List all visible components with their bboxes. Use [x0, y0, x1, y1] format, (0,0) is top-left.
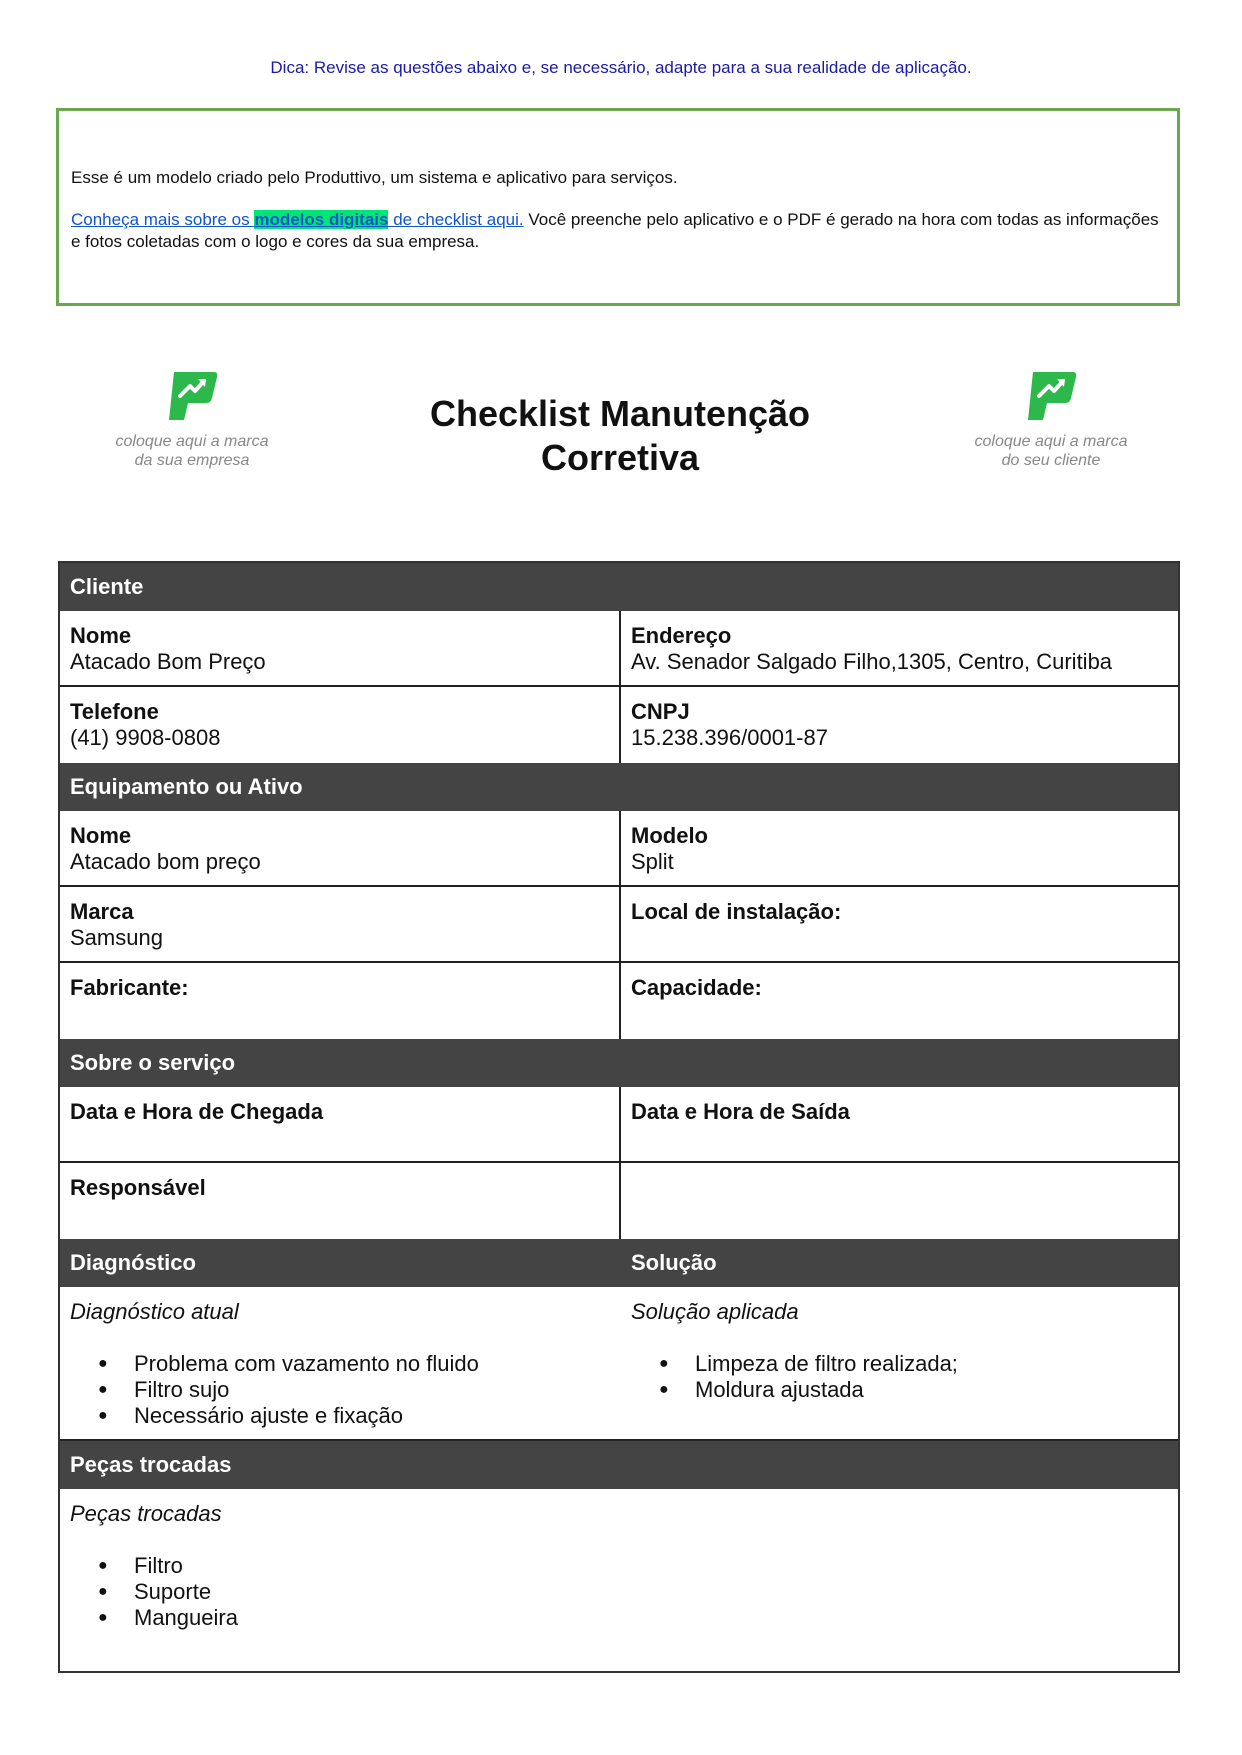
- pecas-list: [70, 1553, 1168, 1631]
- link-highlight: modelos digitais: [254, 210, 389, 229]
- field-label: Local de instalação:: [631, 899, 842, 924]
- list-item: ● Moldura ajustada: [695, 1377, 1168, 1403]
- title-line-2: Corretiva: [540, 437, 700, 478]
- section-header-pecas: Peças trocadas: [60, 1441, 1178, 1489]
- field-label: Telefone: [70, 699, 159, 724]
- field-equip-capacidade: [621, 963, 1178, 1039]
- field-label: Fabricante:: [70, 975, 189, 1000]
- field-equip-fabricante: [60, 963, 621, 1039]
- field-cliente-nome: [60, 611, 621, 687]
- field-value: Samsung: [70, 925, 163, 950]
- promo-box: [56, 108, 1180, 306]
- field-cliente-endereco: [621, 611, 1178, 687]
- client-brand-placeholder: [951, 368, 1151, 470]
- field-label: Data e Hora de Saída: [631, 1099, 850, 1124]
- section-header-servico: Sobre o serviço: [60, 1039, 1178, 1087]
- field-label: CNPJ: [631, 699, 690, 724]
- list-item: ● Necessário ajuste e fixação: [134, 1403, 611, 1429]
- field-label: Responsável: [70, 1175, 206, 1200]
- field-value: Av. Senador Salgado Filho,1305, Centro, Curitiba: [631, 649, 1113, 674]
- produttivo-logo-icon: [164, 368, 220, 424]
- brand-line-1: coloque aqui a marca: [974, 433, 1128, 450]
- field-value: 15.238.396/0001-87: [631, 725, 828, 750]
- field-value: Split: [631, 849, 674, 874]
- pecas-cell: [60, 1489, 1178, 1671]
- brand-line-1: coloque aqui a marca: [115, 433, 269, 450]
- pecas-subtitle: Peças trocadas: [70, 1501, 222, 1526]
- section-header-equipamento: Equipamento ou Ativo: [60, 763, 1178, 811]
- promo-paragraph: [71, 209, 1165, 253]
- brand-line-2: do seu cliente: [1001, 452, 1101, 469]
- list-item: ● Suporte: [134, 1579, 1168, 1605]
- field-label: Modelo: [631, 823, 708, 848]
- promo-line: Esse é um modelo criado pelo Produttivo, um sistema e aplicativo para serviços.: [71, 168, 678, 187]
- diagnostico-cell: [60, 1287, 621, 1441]
- checklist-table: [58, 561, 1180, 1673]
- field-label: Nome: [70, 823, 132, 848]
- field-cliente-telefone: [60, 687, 621, 763]
- page-title: [370, 392, 870, 480]
- field-servico-empty: [621, 1163, 1178, 1239]
- section-header-solucao: Solução: [621, 1239, 1178, 1287]
- section-header-diagnostico: Diagnóstico: [60, 1239, 621, 1287]
- field-value: (41) 9908-0808: [70, 725, 221, 750]
- brand-line-2: da sua empresa: [134, 452, 250, 469]
- field-label: Capacidade:: [631, 975, 762, 1000]
- list-item: ● Mangueira: [134, 1605, 1168, 1631]
- field-equip-local: [621, 887, 1178, 963]
- field-cliente-cnpj: [621, 687, 1178, 763]
- link-text-1: Conheça mais sobre os: [71, 210, 255, 229]
- list-item: ● Filtro: [134, 1553, 1168, 1579]
- checklist-link[interactable]: [71, 210, 524, 229]
- field-label: Nome: [70, 623, 132, 648]
- field-servico-chegada: [60, 1087, 621, 1163]
- solucao-cell: [621, 1287, 1178, 1441]
- produttivo-logo-icon: [1023, 368, 1079, 424]
- list-item: ● Problema com vazamento no fluido: [134, 1351, 611, 1377]
- list-item: ● Filtro sujo: [134, 1377, 611, 1403]
- title-line-1: Checklist Manutenção: [429, 393, 811, 434]
- section-header-cliente: Cliente: [60, 563, 1178, 611]
- field-equip-nome: [60, 811, 621, 887]
- solucao-list: [631, 1351, 1168, 1403]
- field-servico-responsavel: [60, 1163, 621, 1239]
- tip-text: Dica: Revise as questões abaixo e, se necessário, adapte para a sua realidade de aplicação.: [270, 58, 972, 77]
- diagnostico-list: [70, 1351, 611, 1429]
- field-value: Atacado Bom Preço: [70, 649, 266, 674]
- list-item: ● Limpeza de filtro realizada;: [695, 1351, 1168, 1377]
- promo-rest: Você preenche pelo aplicativo e o PDF é gerado na hora com todas as informações e fotos coletadas com o logo e cores da sua empresa.: [71, 210, 1159, 251]
- solucao-subtitle: Solução aplicada: [631, 1299, 799, 1324]
- field-label: Marca: [70, 899, 134, 924]
- field-servico-saida: [621, 1087, 1178, 1163]
- company-brand-placeholder: [92, 368, 292, 470]
- link-text-2: de checklist aqui.: [388, 210, 524, 229]
- field-label: Endereço: [631, 623, 732, 648]
- diagnostico-subtitle: Diagnóstico atual: [70, 1299, 239, 1324]
- field-label: Data e Hora de Chegada: [70, 1099, 324, 1124]
- field-equip-marca: [60, 887, 621, 963]
- field-equip-modelo: [621, 811, 1178, 887]
- field-value: Atacado bom preço: [70, 849, 261, 874]
